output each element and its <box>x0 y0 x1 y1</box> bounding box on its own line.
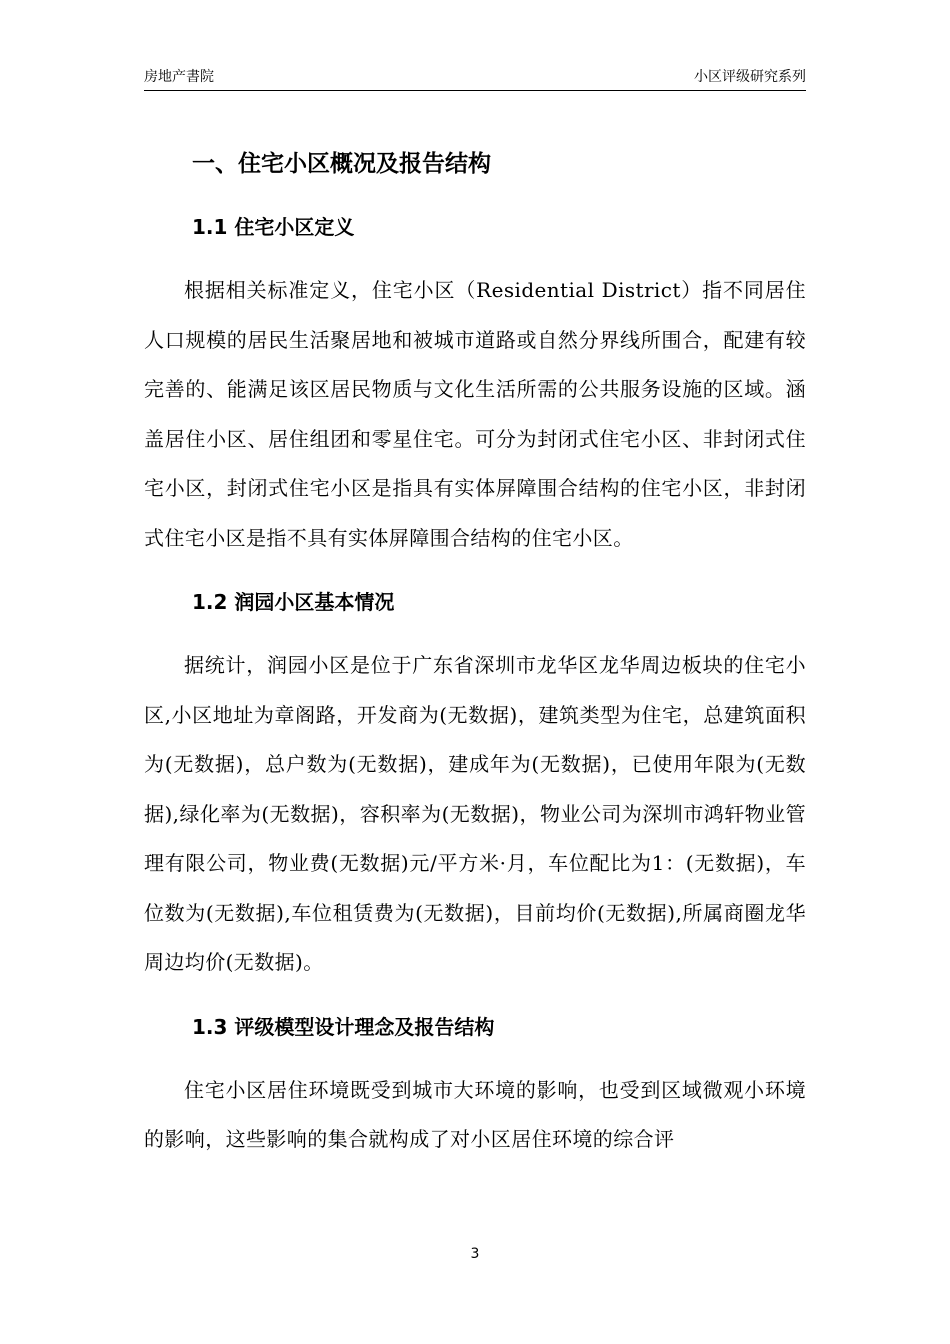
header-publisher: 房地产書院 <box>144 69 214 85</box>
chapter-title: 一、住宅小区概况及报告结构 <box>192 151 491 177</box>
page-header <box>144 66 806 91</box>
section-heading-1-3: 1.3 评级模型设计理念及报告结构 <box>192 1014 495 1039</box>
page-body <box>144 138 806 1165</box>
page-number: 3 <box>470 1246 480 1262</box>
section-heading-1-1: 1.1 住宅小区定义 <box>192 215 355 239</box>
section-paragraph-1-1: 根据相关标准定义，住宅小区（Residential District）指不同居住人口规模的居民生活聚居地和被城市道路或自然分界线所围合，配建有较完善的、能满足该区居民物质与文化生活所需的公共服务设施的区域。涵盖居住小区、居住组团和零星住宅。可分为封闭式住宅小区、非封闭式住宅小区，封闭式住宅小区是指具有实体屏障围合结构的住宅小区，非封闭式住宅小区是指不具有实体屏障围合结构的住宅小区。 <box>144 278 806 550</box>
section-heading-1-2: 1.2 润园小区基本情况 <box>192 590 395 614</box>
section-paragraph-1-2: 据统计，润园小区是位于广东省深圳市龙华区龙华周边板块的住宅小区,小区地址为章阁路，开发商为(无数据)，建筑类型为住宅，总建筑面积为(无数据)，总户数为(无数据)，建成年为(无数据)，已使用年限为(无数据),绿化率为(无数据)，容积率为(无数据)，物业公司为深圳市鸿轩物业管理有限公司，物业费(无数据)元/平方米·月，车位配比为1：(无数据)，车位数为(无数据),车位租赁费为(无数据)，目前均价(无数据),所属商圈龙华周边均价(无数据)。 <box>144 653 806 974</box>
header-series-title: 小区评级研究系列 <box>694 69 806 85</box>
section-paragraph-1-3: 住宅小区居住环境既受到城市大环境的影响，也受到区域微观小环境的影响，这些影响的集合就构成了对小区居住环境的综合评 <box>144 1077 806 1151</box>
